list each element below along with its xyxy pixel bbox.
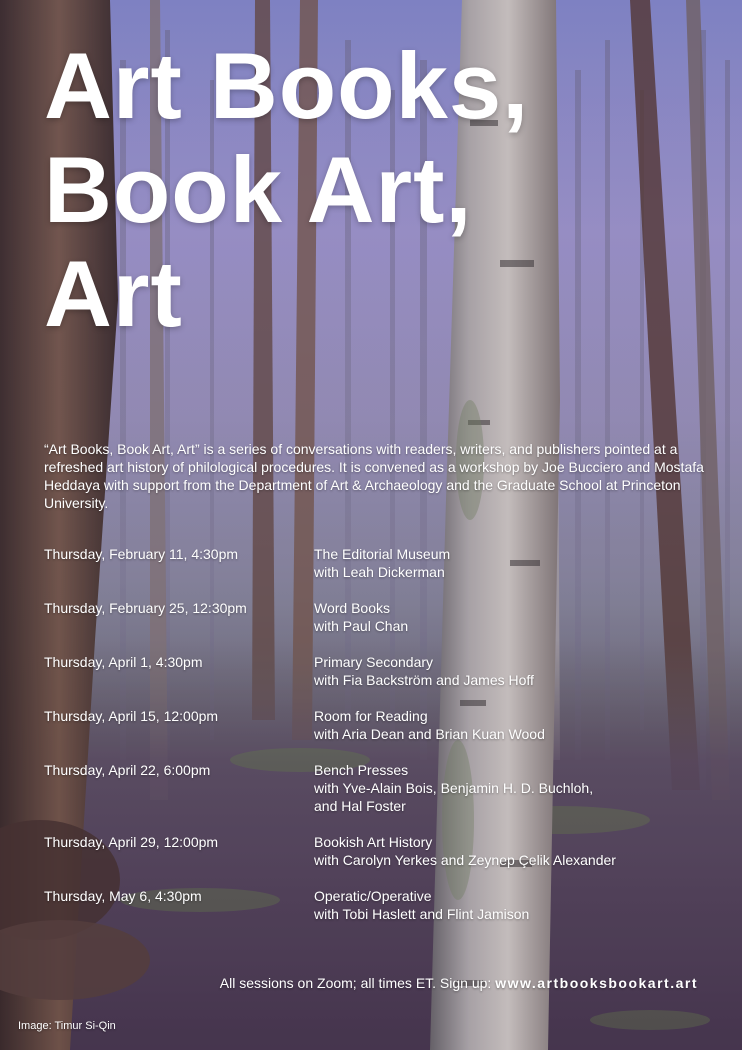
session-item <box>44 887 704 941</box>
session-speakers: with Aria Dean and Brian Kuan Wood <box>314 726 545 742</box>
session-title: Bench Presses <box>314 762 409 778</box>
title-line-3: Art <box>44 241 183 346</box>
session-item <box>44 599 704 653</box>
session-title: Operatic/Operative <box>314 888 432 904</box>
session-item <box>44 545 704 599</box>
session-speakers: with Carolyn Yerkes and Zeynep Çelik Alexander <box>314 852 616 868</box>
session-date: Thursday, April 29, 12:00pm <box>44 834 219 850</box>
session-date: Thursday, February 25, 12:30pm <box>44 600 247 616</box>
session-speakers: with Paul Chan <box>314 618 409 634</box>
session-date: Thursday, February 11, 4:30pm <box>44 546 239 562</box>
session-speakers: with Fia Backström and James Hoff <box>314 672 534 688</box>
footer-text: All sessions on Zoom; all times ET. Sign up: <box>219 975 496 991</box>
session-talk <box>314 653 674 689</box>
session-talk <box>314 707 674 743</box>
session-date: Thursday, May 6, 4:30pm <box>44 888 202 904</box>
session-title: Room for Reading <box>314 708 428 724</box>
session-item <box>44 707 704 761</box>
session-speakers: with Leah Dickerman <box>314 564 445 580</box>
session-title: Primary Secondary <box>314 654 434 670</box>
poster-title <box>44 34 529 346</box>
session-date: Thursday, April 22, 6:00pm <box>44 762 211 778</box>
title-line-2: Book Art, <box>44 137 473 242</box>
session-talk <box>314 833 674 869</box>
session-item <box>44 653 704 707</box>
session-item <box>44 761 704 833</box>
session-date: Thursday, April 1, 4:30pm <box>44 654 203 670</box>
session-title: The Editorial Museum <box>314 546 451 562</box>
intro-paragraph: “Art Books, Book Art, Art” is a series of conversations with readers, writers, and publishers pointed at a refreshed art history of philological procedures. It is convened as a workshop by Joe Bucciero and Mostafa Heddaya with support from the Department of Art & Archaeology and the Graduate School at Princeton University. <box>44 441 704 511</box>
session-date: Thursday, April 15, 12:00pm <box>44 708 219 724</box>
session-schedule <box>44 545 704 941</box>
session-speakers: with Tobi Haslett and Flint Jamison <box>314 906 530 922</box>
signup-link[interactable]: www.artbooksbookart.art <box>495 975 698 991</box>
session-item <box>44 833 704 887</box>
session-speakers-continued: and Hal Foster <box>314 798 406 814</box>
session-talk <box>314 545 674 581</box>
session-title: Bookish Art History <box>314 834 433 850</box>
session-talk <box>314 599 674 635</box>
signup-footer <box>220 974 698 992</box>
session-talk <box>314 887 674 923</box>
image-credit: Image: Timur Si-Qin <box>18 1020 116 1032</box>
session-talk <box>314 761 674 815</box>
title-line-1: Art Books, <box>44 33 530 138</box>
session-title: Word Books <box>314 600 390 616</box>
session-speakers: with Yve-Alain Bois, Benjamin H. D. Buchloh, <box>314 780 594 796</box>
